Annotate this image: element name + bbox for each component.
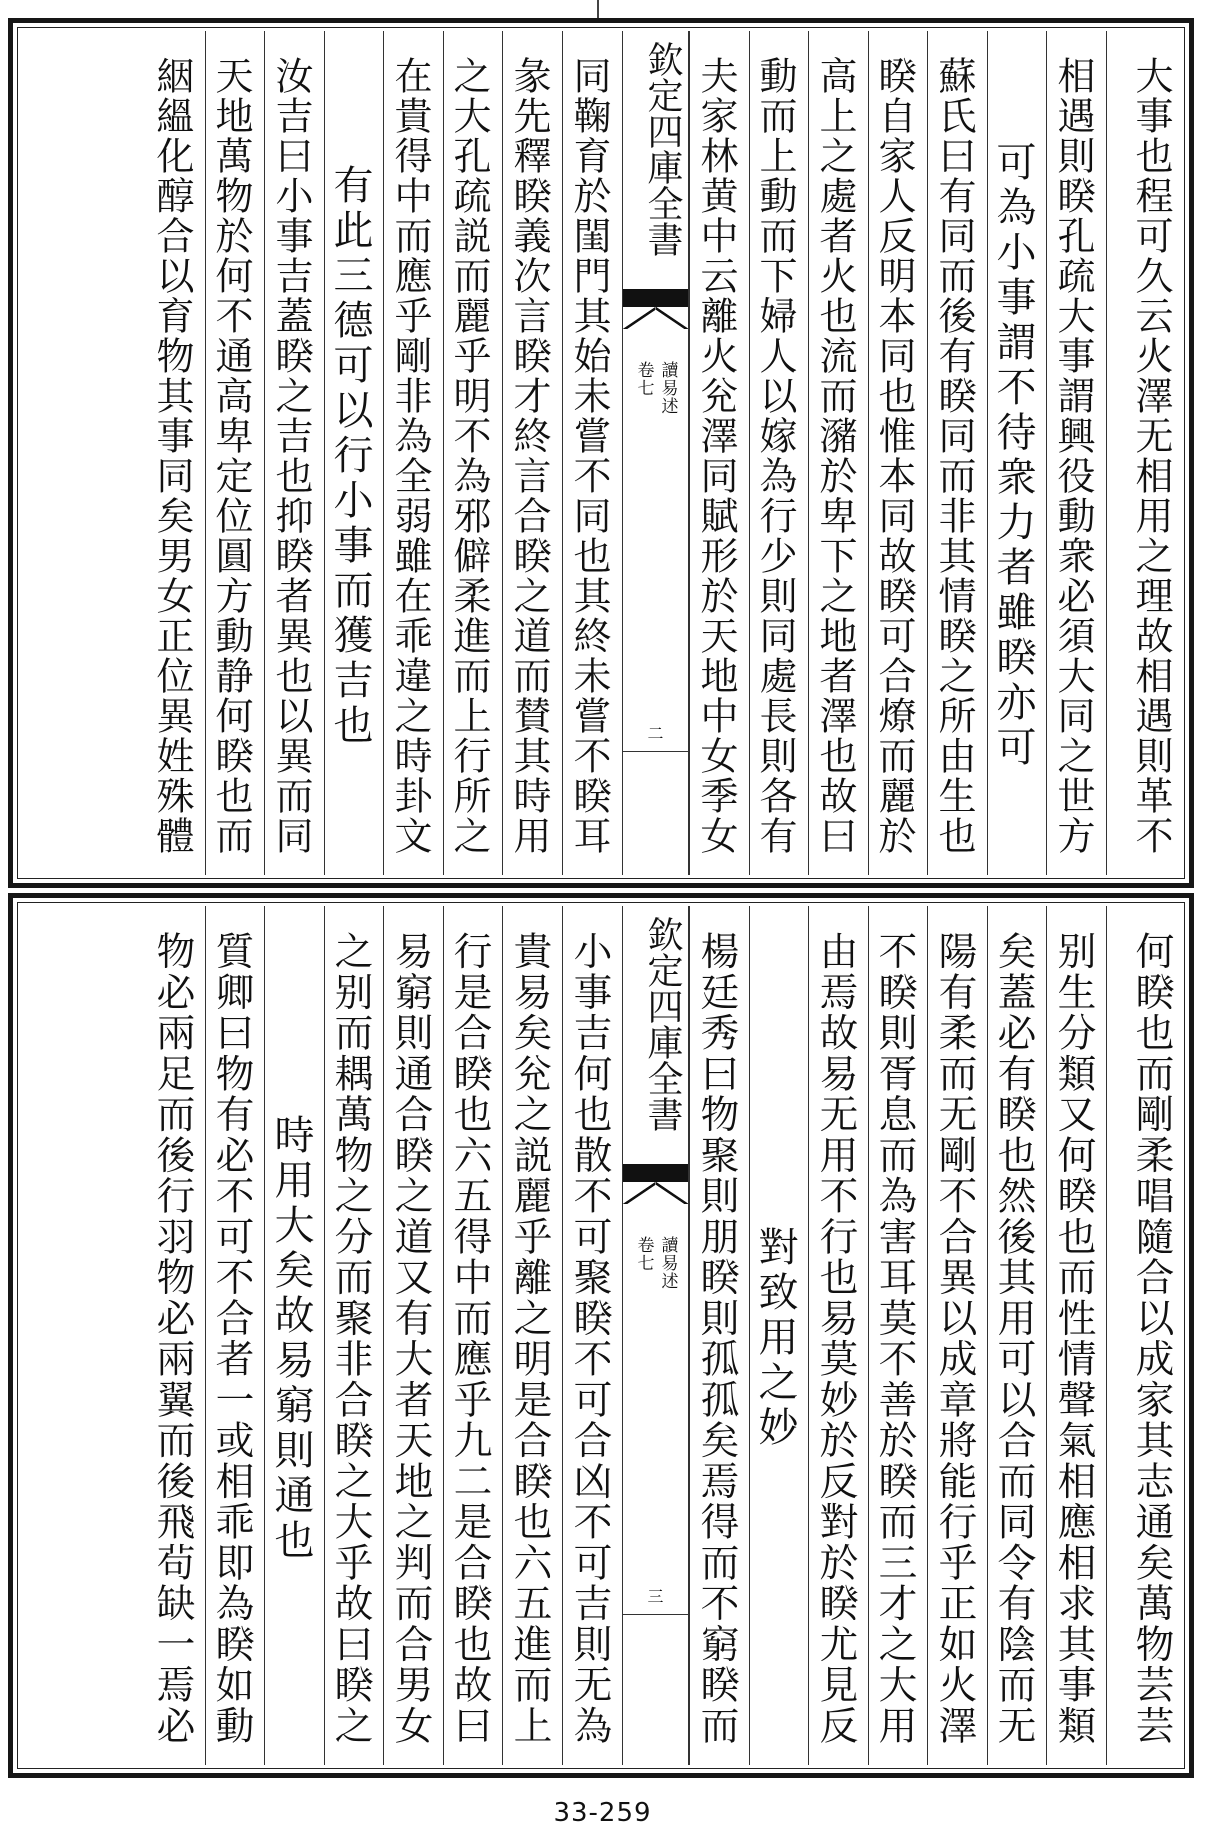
top-page-frame [8,18,1194,888]
text-column [324,906,383,1765]
text-column [502,31,562,875]
column-text: 蘇氏曰有同而後有睽同而非其情睽之所由生也 [932,56,976,856]
column-text: 對致用之妙 [752,1226,798,1451]
column-text: 睽自家人反明本同也惟本同故睽可合燎而麗於 [872,56,916,856]
column-text: 矣蓋必有睽也然後其用可以合而同令有陰而无 [991,931,1036,1746]
text-column [927,31,987,875]
fold-subtitle [626,1236,686,1290]
column-text: 貴易矣兊之説麗乎離之明是合睽也六五進而上 [507,931,552,1746]
fold-title: 欽定四庫全書 [642,916,683,1132]
fold-title: 欽定四庫全書 [642,41,683,257]
column-text: 動而上動而下婦人以嫁為行少則同處長則各有 [753,56,797,856]
text-column [562,31,622,875]
column-text: 别生分類又何睽也而性情聲氣相應相求其事類 [1051,931,1096,1746]
fold-divider [623,751,688,752]
top-tick-mark [597,0,599,18]
text-column [1046,906,1106,1765]
fold-page-number: 三 [647,1587,664,1606]
column-text: 易窮則通合睽之道又有大者天地之判而合男女 [388,931,433,1746]
column-text: 絪縕化醇合以育物其事同矣男女正位異姓殊體 [150,56,194,856]
text-column [868,906,927,1765]
center-fold [622,31,689,875]
bottom-page-frame [8,893,1194,1778]
text-column [749,31,808,875]
text-column [808,906,868,1765]
text-column [808,31,868,875]
fish-tail-mark [623,1164,688,1204]
text-column [443,31,502,875]
text-column [927,906,987,1765]
fold-page-number: 二 [647,724,664,743]
fish-tail-mark [623,289,688,329]
page-footer-number: 33-259 [553,1798,652,1828]
column-text: 質卿曰物有必不可不合者一或相乖即為睽如動 [209,931,254,1746]
text-column [1046,31,1106,875]
text-column [383,906,443,1765]
text-column [562,906,622,1765]
fold-book-title: 讀易述 [657,1236,678,1290]
text-column [689,31,749,875]
column-text: 大事也程可久云火澤无相用之理故相遇則革不 [1129,56,1173,856]
fold-subtitle [626,361,686,415]
text-column [443,906,502,1765]
text-column [868,31,927,875]
text-column [987,906,1046,1765]
text-column [689,906,749,1765]
center-fold [622,906,689,1765]
column-text: 之别而耦萬物之分而聚非合睽之大乎故曰睽之 [328,931,373,1746]
column-text: 楊廷秀曰物聚則朋睽則孤孤矣焉得而不窮睽而 [694,931,739,1746]
column-text: 同鞠育於閨門其始未嘗不同也其終未嘗不睽耳 [567,56,611,856]
text-column [502,906,562,1765]
text-column [1106,906,1184,1765]
text-column [1106,31,1184,875]
column-text: 由焉故易无用不行也易莫妙於反對於睽尤見反 [813,931,858,1746]
column-text: 彖先釋睽義次言睽才終言合睽之道而賛其時用 [507,56,551,856]
text-column [987,31,1046,875]
column-text: 物必兩足而後行羽物必兩翼而後飛茍缺一焉必 [150,931,195,1746]
column-text: 之大孔疏説而麗乎明不為邪僻柔進而上行所之 [447,56,491,856]
fold-divider [623,1614,688,1615]
column-text: 時用大矣故易窮則通也 [268,1113,314,1564]
column-text: 小事吉何也散不可聚睽不可合凶不可吉則无為 [567,931,612,1746]
column-text: 有此三德可以行小事而獲吉也 [327,163,373,749]
text-column [749,906,808,1765]
column-text: 行是合睽也六五得中而應乎九二是合睽也故曰 [447,931,492,1746]
column-text: 高上之處者火也流而瀦於卑下之地者澤也故曰 [813,56,857,856]
column-text: 相遇則睽孔疏大事謂興役動衆必須大同之世方 [1051,56,1095,856]
fold-book-title: 讀易述 [657,361,678,415]
text-column [21,906,205,1765]
text-column [205,31,264,875]
column-text: 不睽則胥息而為害耳莫不善於睽而三才之大用 [872,931,917,1746]
column-text: 夫家林黄中云離火兊澤同賦形於天地中女季女 [694,56,738,856]
text-column [21,31,205,875]
fold-volume: 卷七 [633,1236,654,1272]
column-text: 天地萬物於何不通高卑定位圓方動静何睽也而 [209,56,253,856]
column-text: 陽有柔而无剛不合異以成章將能行乎正如火澤 [932,931,977,1746]
fold-volume: 卷七 [633,361,654,397]
text-column [264,31,324,875]
text-column [383,31,443,875]
column-text: 何睽也而剛柔唱隨合以成家其志通矣萬物芸芸 [1129,931,1174,1746]
text-column [324,31,383,875]
column-text: 可為小事謂不待衆力者雖睽亦可 [990,141,1036,771]
text-column [205,906,264,1765]
text-column [264,906,324,1765]
column-text: 汝吉曰小事吉蓋睽之吉也抑睽者異也以異而同 [269,56,313,856]
column-text: 在貴得中而應乎剛非為全弱雖在乖違之時卦文 [388,56,432,856]
